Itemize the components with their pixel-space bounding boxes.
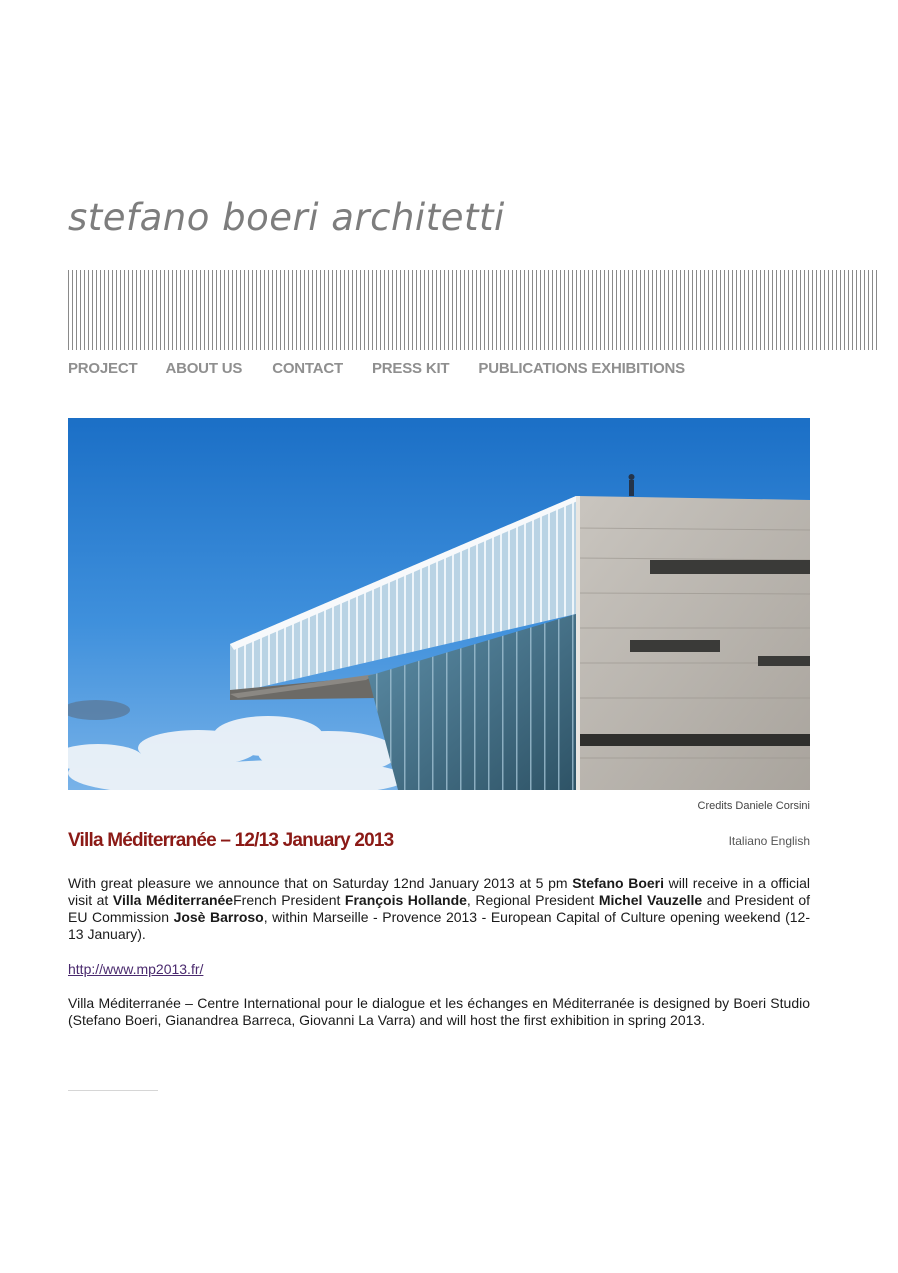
nav-contact[interactable]: CONTACT xyxy=(272,360,343,377)
nav-about-us[interactable]: ABOUT US xyxy=(165,360,243,377)
lang-italiano[interactable]: Italiano xyxy=(728,834,768,848)
lang-english[interactable]: English xyxy=(770,834,810,848)
photo-credits: Credits Daniele Corsini xyxy=(697,800,810,812)
barcode-banner xyxy=(68,270,880,350)
mp2013-link[interactable]: http://www.mp2013.fr/ xyxy=(68,961,204,977)
villa-mediterranee-photo xyxy=(68,418,810,790)
main-nav xyxy=(68,360,685,377)
description-paragraph: Villa Méditerranée – Centre International pour le dialogue et les échanges en Méditerranée is designed by Boeri Studio (Stefano Boeri, Gianandrea Barreca, Giovanni La Varra) and will host the first exhibition in spring 2013. xyxy=(68,995,810,1028)
nav-press-kit[interactable]: PRESS KIT xyxy=(372,360,450,377)
language-switcher xyxy=(729,834,810,848)
nav-project[interactable]: PROJECT xyxy=(68,360,138,377)
announcement-paragraph: With great pleasure we announce that on Saturday 12nd January 2013 at 5 pm Stefano Boeri will receive in a official visit at Villa MéditerranéeFrench President François Hollande, Regional President Michel Vauzelle and President of EU Commission Josè Barroso, within Marseille - Provence 2013 - European Capital of Culture opening weekend (12- 13 January). xyxy=(68,875,811,942)
site-logo[interactable]: stefano boeri architetti xyxy=(68,196,505,239)
nav-publications-exhibitions[interactable]: PUBLICATIONS EXHIBITIONS xyxy=(478,360,685,377)
divider xyxy=(68,1090,158,1091)
article-title: Villa Méditerranée – 12/13 January 2013 xyxy=(68,830,394,851)
